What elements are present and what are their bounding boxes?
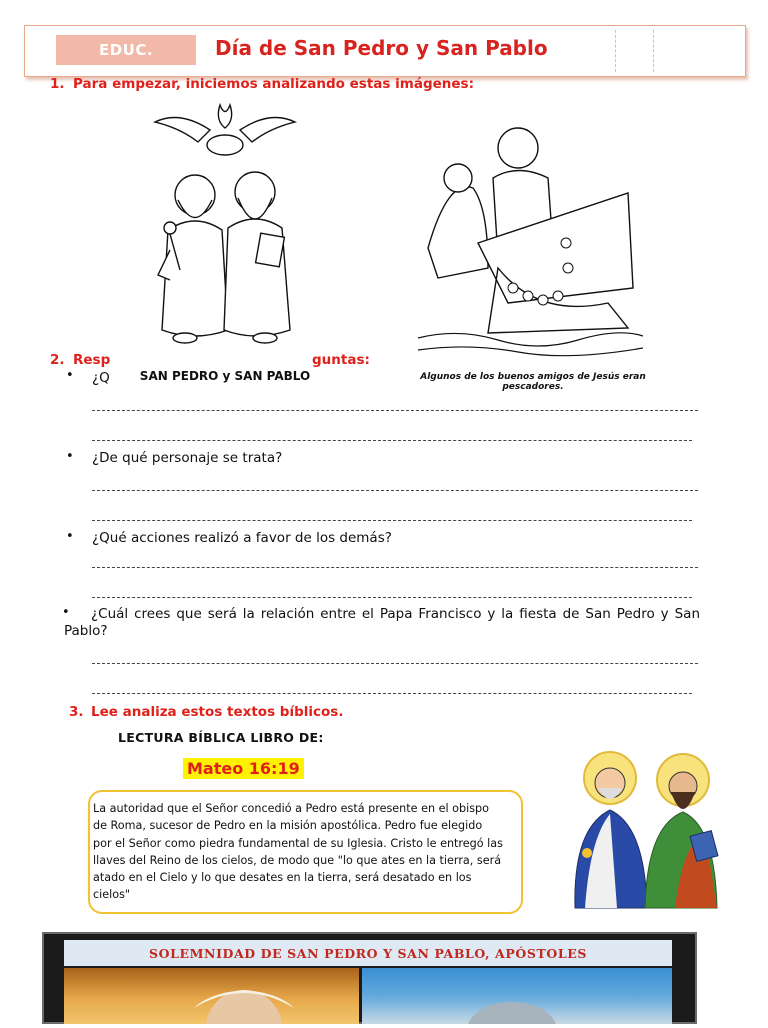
boat-caption: Algunos de los buenos amigos de Jesús eran pescadores. bbox=[420, 372, 646, 392]
answer-line[interactable] bbox=[92, 440, 692, 441]
saints-illustration bbox=[140, 100, 310, 395]
saint-peter-figure bbox=[158, 175, 228, 343]
apostles-color-illustration bbox=[565, 748, 730, 913]
section-2-heading-right: guntas: bbox=[312, 352, 370, 368]
answer-line[interactable] bbox=[92, 693, 692, 694]
question-4: ¿Cuál crees que será la relación entre el Papa Francisco y la fiesta de San Pedro y San Pablo? bbox=[64, 606, 700, 639]
question-1: ¿Q bbox=[92, 370, 110, 386]
section-3-heading: Lee analiza estos textos bíblicos. bbox=[91, 704, 344, 720]
answer-line[interactable] bbox=[92, 567, 698, 568]
header-divider bbox=[615, 30, 616, 72]
page-title: Día de San Pedro y San Pablo bbox=[215, 36, 548, 60]
answer-line[interactable] bbox=[92, 520, 692, 521]
banner-photo-left bbox=[64, 968, 359, 1024]
question-2: ¿De qué personaje se trata? bbox=[92, 450, 283, 466]
fisherman-left bbox=[428, 187, 488, 278]
bullet-icon: • bbox=[66, 368, 74, 383]
answer-line[interactable] bbox=[92, 663, 698, 664]
answer-line[interactable] bbox=[92, 410, 698, 411]
banner-title: SOLEMNIDAD DE SAN PEDRO Y SAN PABLO, APÓSTOLES bbox=[148, 945, 588, 961]
saint-paul-color bbox=[645, 772, 718, 908]
section-2-heading-left: Resp bbox=[73, 352, 111, 368]
question-3: ¿Qué acciones realizó a favor de los demás? bbox=[92, 530, 392, 546]
banner-title-bar bbox=[64, 940, 672, 966]
section-1-number: 1. bbox=[50, 76, 65, 92]
section-2-number: 2. bbox=[50, 352, 65, 368]
saint-portrait bbox=[362, 968, 672, 1024]
quote-box bbox=[88, 790, 523, 914]
educ-badge: EDUC. bbox=[56, 35, 196, 65]
saints-label: SAN PEDRO y SAN PABLO bbox=[140, 369, 310, 383]
answer-line[interactable] bbox=[92, 597, 692, 598]
section-1-heading: Para empezar, iniciemos analizando estas imágenes: bbox=[73, 76, 474, 92]
lectura-label: LECTURA BÍBLICA LIBRO DE: bbox=[118, 730, 324, 745]
header-divider bbox=[653, 30, 654, 72]
quote-text: La autoridad que el Señor concedió a Pedro está presente en el obispo de Roma, sucesor de Pedro en la misión apostólica. Pedro fue elegido por el Señor como piedra fundamental de su Iglesia. Cristo le entregó las llaves del Reino de los cielos, de modo que "lo que ates en la tierra, será atado en el Cielo y lo que desates en la tierra, será desatado en los cielos" bbox=[93, 802, 503, 902]
saint-paul-figure bbox=[224, 172, 290, 343]
bullet-icon: • bbox=[66, 449, 74, 464]
saint-portrait bbox=[64, 968, 359, 1024]
fishermen-boat-illustration bbox=[418, 118, 643, 358]
bullet-icon: • bbox=[66, 529, 74, 544]
bible-reference: Mateo 16:19 bbox=[183, 758, 304, 779]
banner-photo-right bbox=[362, 968, 672, 1024]
bullet-icon: • bbox=[62, 605, 70, 620]
dove-icon bbox=[155, 105, 295, 155]
section-3-number: 3. bbox=[69, 704, 84, 720]
answer-line[interactable] bbox=[92, 490, 698, 491]
